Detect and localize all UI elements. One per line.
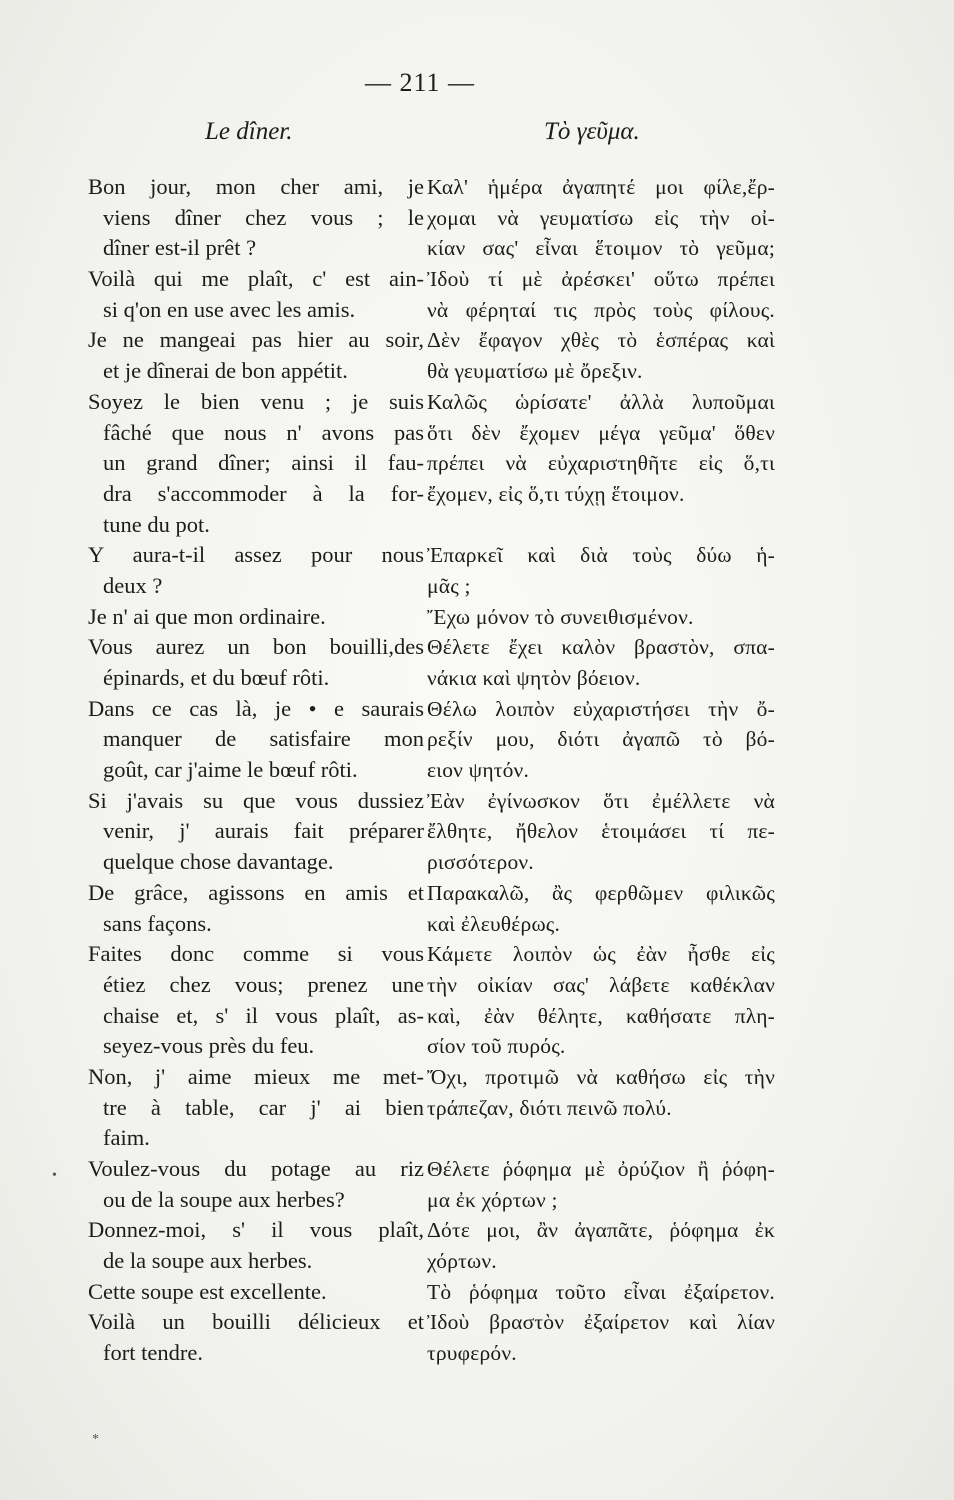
french-line: fort tendre. — [103, 1340, 203, 1366]
greek-line: χομαι νὰ γευματίσω εἰς τὴν οἰ- — [427, 205, 775, 230]
greek-line: Ὄχι, προτιμῶ νὰ καθήσω εἰς τὴν — [427, 1064, 775, 1089]
greek-line: τὴν οἰκίαν σας' λάβετε καθέκλαν — [427, 972, 775, 997]
french-line: tre à table, car j' ai bien — [103, 1094, 424, 1120]
french-line: et je dînerai de bon appétit. — [103, 358, 348, 384]
french-line: Faites donc comme si vous — [88, 941, 424, 967]
french-line: De grâce, agissons en amis et — [88, 879, 424, 905]
greek-line: μᾶς ; — [427, 573, 471, 598]
greek-line: καὶ ἐλευθέρως. — [427, 911, 561, 936]
french-line: Bon jour, mon cher ami, je — [88, 174, 424, 199]
french-line: Soyez le bien venu ; je suis — [88, 388, 424, 414]
french-line: quelque chose davantage. — [103, 849, 334, 875]
greek-line: ἔλθητε, ἤθελον ἑτοιμάσει τί πε- — [427, 819, 775, 844]
french-line: épinards, et du bœuf rôti. — [103, 665, 330, 690]
greek-line: Ἐπαρκεῖ καὶ διὰ τοὺς δύω ἡ- — [427, 543, 775, 568]
greek-line: ρεξίν μου, διότι ἀγαπῶ τὸ βό- — [427, 727, 775, 752]
greek-line: Παρακαλῶ, ἂς φερθῶμεν φιλικῶς — [427, 880, 775, 905]
greek-line: μα ἐκ χόρτων ; — [427, 1187, 558, 1212]
french-line: Dans ce cas là, je • e saurais — [88, 695, 424, 721]
greek-line: ὅτι δὲν ἔχομεν μέγα γεῦμα' ὅθεν — [427, 420, 775, 445]
french-heading: Le dîner. — [205, 118, 293, 145]
french-line: de la soupe aux herbes. — [103, 1248, 313, 1274]
greek-line: ειον ψητόν. — [427, 758, 530, 783]
french-line: Vous aurez un bon bouilli,des — [88, 634, 424, 660]
greek-line: Δὲν ἔφαγον χθὲς τὸ ἑσπέρας καὶ — [427, 328, 775, 353]
french-line: tune du pot. — [103, 511, 210, 537]
french-line: viens dîner chez vous ; le — [103, 204, 424, 230]
french-line: Voilà qui me plaît, c' est ain- — [88, 266, 424, 292]
greek-line: Ἔχω μόνον τὸ συνειθισμένον. — [427, 604, 694, 629]
french-line: Non, j' aime mieux me met- — [88, 1063, 424, 1089]
greek-line: σίον τοῦ πυρός. — [427, 1034, 566, 1059]
greek-line: κίαν σας' εἶναι ἕτοιμον τὸ γεῦμα; — [427, 236, 775, 261]
greek-line: Κάμετε λοιπὸν ὡς ἐὰν ἦσθε εἰς — [427, 942, 775, 967]
greek-line: καὶ, ἐὰν θέλητε, καθήσατε πλη- — [427, 1003, 775, 1028]
greek-line: ἔχομεν, εἰς ὅ,τι τύχῃ ἕτοιμον. — [427, 481, 685, 506]
greek-line — [427, 1123, 775, 1154]
french-line: dra s'accommoder à la for- — [103, 480, 424, 506]
greek-line: χόρτων. — [427, 1249, 497, 1274]
french-line: si q'on en use avec les amis. — [103, 296, 356, 322]
french-line: Cette soupe est excellente. — [88, 1278, 327, 1304]
french-line: Donnez-moi, s' il vous plaît, — [88, 1217, 424, 1243]
greek-line: τρυφερόν. — [427, 1341, 517, 1366]
french-line: étiez chez vous; prenez une — [103, 971, 424, 997]
greek-line: Ἐὰν ἐγίνωσκον ὅτι ἐμέλλετε νὰ — [427, 788, 775, 813]
greek-line: Ἰδοὺ τί μὲ ἀρέσκει' οὕτω πρέπει — [427, 267, 775, 292]
greek-column — [427, 172, 775, 1369]
greek-line: ρισσότερον. — [427, 850, 534, 875]
french-column — [88, 172, 424, 1369]
greek-line: Θέλετε ῥόφημα μὲ ὀρύζιον ἢ ῥόφη- — [427, 1157, 775, 1181]
greek-line: νάκια καὶ ψητὸν βόειον. — [427, 666, 641, 690]
french-line: goût, car j'aime le bœuf rôti. — [103, 757, 358, 783]
french-line: deux ? — [103, 572, 163, 598]
page-number: — 211 — — [364, 68, 476, 97]
greek-line — [427, 510, 775, 541]
french-line: venir, j' aurais fait préparer — [103, 818, 424, 844]
greek-line: Θέλω λοιπὸν εὐχαριστήσει τὴν ὄ- — [427, 696, 775, 721]
french-line: Je n' ai que mon ordinaire. — [88, 603, 326, 629]
greek-line: νὰ φέρηταί τις πρὸς τοὺς φίλους. — [427, 297, 775, 322]
greek-line: τράπεζαν, διότι πεινῶ πολύ. — [427, 1095, 672, 1120]
french-line: ou de la soupe aux herbes? — [103, 1186, 345, 1212]
greek-line: Ἰδοὺ βραστὸν ἐξαίρετον καὶ λίαν — [427, 1310, 775, 1335]
french-line: Voilà un bouilli délicieux et — [88, 1309, 424, 1335]
greek-line: Καλ' ἡμέρα ἀγαπητέ μοι φίλε,ἔρ- — [427, 175, 775, 199]
greek-line: Θέλετε ἔχει καλὸν βραστὸν, σπα- — [427, 635, 775, 660]
french-line: chaise et, s' il vous plaît, as- — [103, 1002, 424, 1028]
greek-line: Τὸ ῥόφημα τοῦτο εἶναι ἐξαίρετον. — [427, 1279, 775, 1304]
greek-line: Καλῶς ὡρίσατε' ἀλλὰ λυποῦμαι — [427, 389, 775, 414]
french-line: faim. — [103, 1125, 150, 1151]
french-line: Si j'avais su que vous dussiez — [88, 787, 424, 813]
french-line: Voulez-vous du potage au riz — [88, 1156, 424, 1181]
french-line: sans façons. — [103, 910, 212, 936]
greek-line: Δότε μοι, ἂν ἀγαπᾶτε, ῥόφημα ἐκ — [427, 1218, 775, 1243]
greek-line: θὰ γευματίσω μὲ ὄρεξιν. — [427, 359, 643, 384]
french-line: un grand dîner; ainsi il fau- — [103, 450, 424, 476]
french-line: fâché que nous n' avons pas — [103, 419, 424, 445]
french-line: manquer de satisfaire mon — [103, 726, 424, 752]
ink-speck: • — [52, 1168, 57, 1183]
french-line: seyez-vous près du feu. — [103, 1033, 315, 1059]
french-line: dîner est-il prêt ? — [103, 235, 257, 261]
greek-line: πρέπει νὰ εὐχαριστηθῆτε εἰς ὅ,τι — [427, 451, 775, 476]
ink-speck: * — [92, 1432, 99, 1447]
french-line: Y aura-t-il assez pour nous — [88, 542, 424, 568]
greek-heading: Τὸ γεῦμα. — [544, 118, 640, 145]
french-line: Je ne mangeai pas hier au soir, — [88, 327, 424, 353]
